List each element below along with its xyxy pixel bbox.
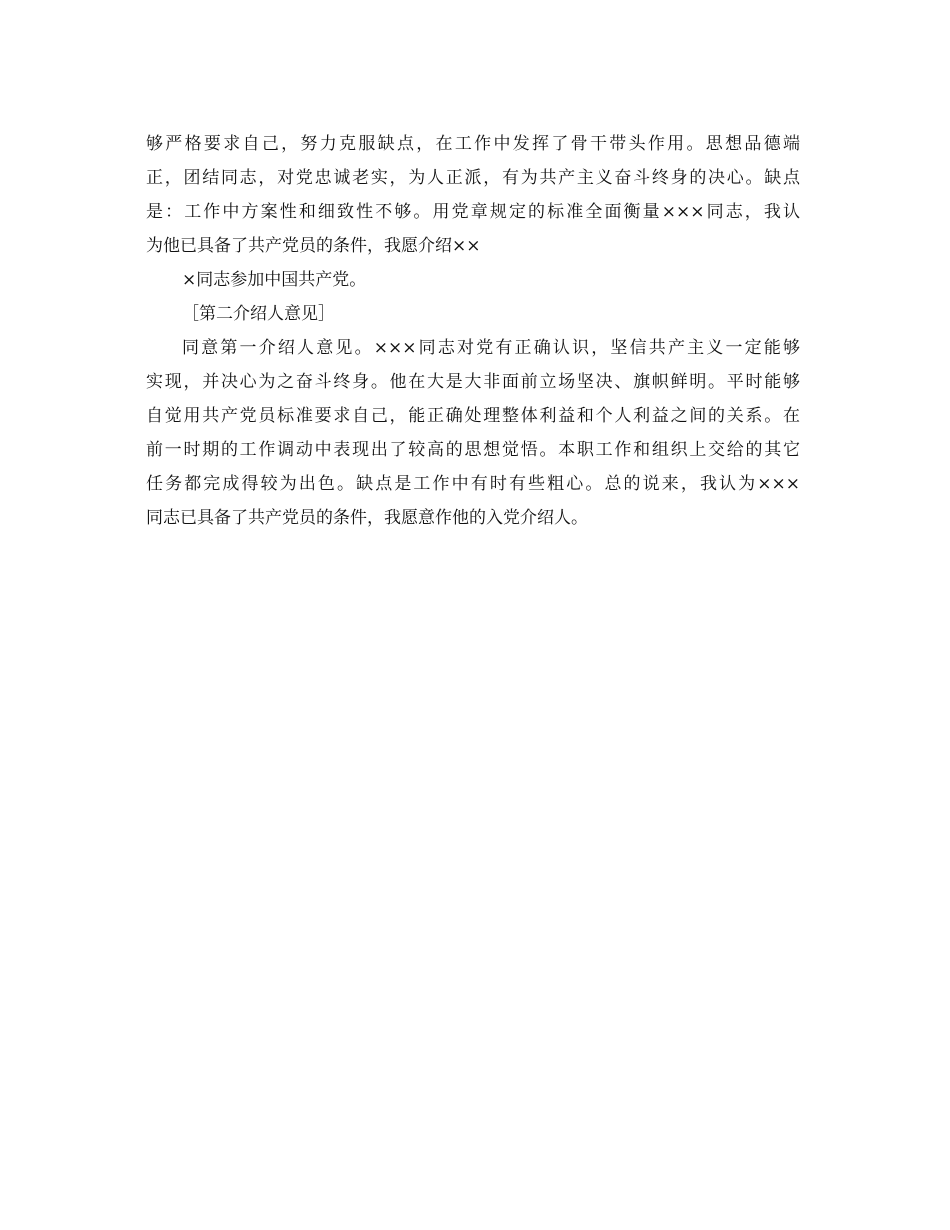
text-line: 任务都完成得较为出色。缺点是工作中有时有些粗心。总的说来，我认为××× (146, 474, 800, 494)
section-heading-second-introducer (146, 297, 800, 331)
text-line: 够严格要求自己，努力克服缺点，在工作中发挥了骨干带头作用。思想品德端 (146, 134, 800, 154)
text-line: 前一时期的工作调动中表现出了较高的思想觉悟。本职工作和组织上交给的其它 (146, 440, 800, 460)
document-body (146, 127, 800, 535)
paragraph-first-introducer-end (146, 127, 800, 263)
section-heading: ［第二介绍人意见］ (182, 304, 335, 324)
text-line: 自觉用共产党员标准要求自己，能正确处理整体利益和个人利益之间的关系。在 (146, 406, 800, 426)
text-line: ×同志参加中国共产党。 (182, 270, 367, 290)
text-line: 正，团结同志，对党忠诚老实，为人正派，有为共产主义奋斗终身的决心。缺点 (146, 168, 800, 188)
text-line: 同意第一介绍人意见。×××同志对党有正确认识，坚信共产主义一定能够 (182, 338, 800, 358)
text-line: 同志已具备了共产党员的条件，我愿意作他的入党介绍人。 (146, 508, 588, 528)
paragraph-continuation (146, 263, 800, 297)
text-line: 为他已具备了共产党员的条件，我愿介绍×× (146, 236, 481, 256)
paragraph-second-introducer-opinion (146, 331, 800, 535)
text-line: 实现，并决心为之奋斗终身。他在大是大非面前立场坚决、旗帜鲜明。平时能够 (146, 372, 800, 392)
text-line: 是：工作中方案性和细致性不够。用党章规定的标准全面衡量×××同志，我认 (146, 202, 800, 222)
